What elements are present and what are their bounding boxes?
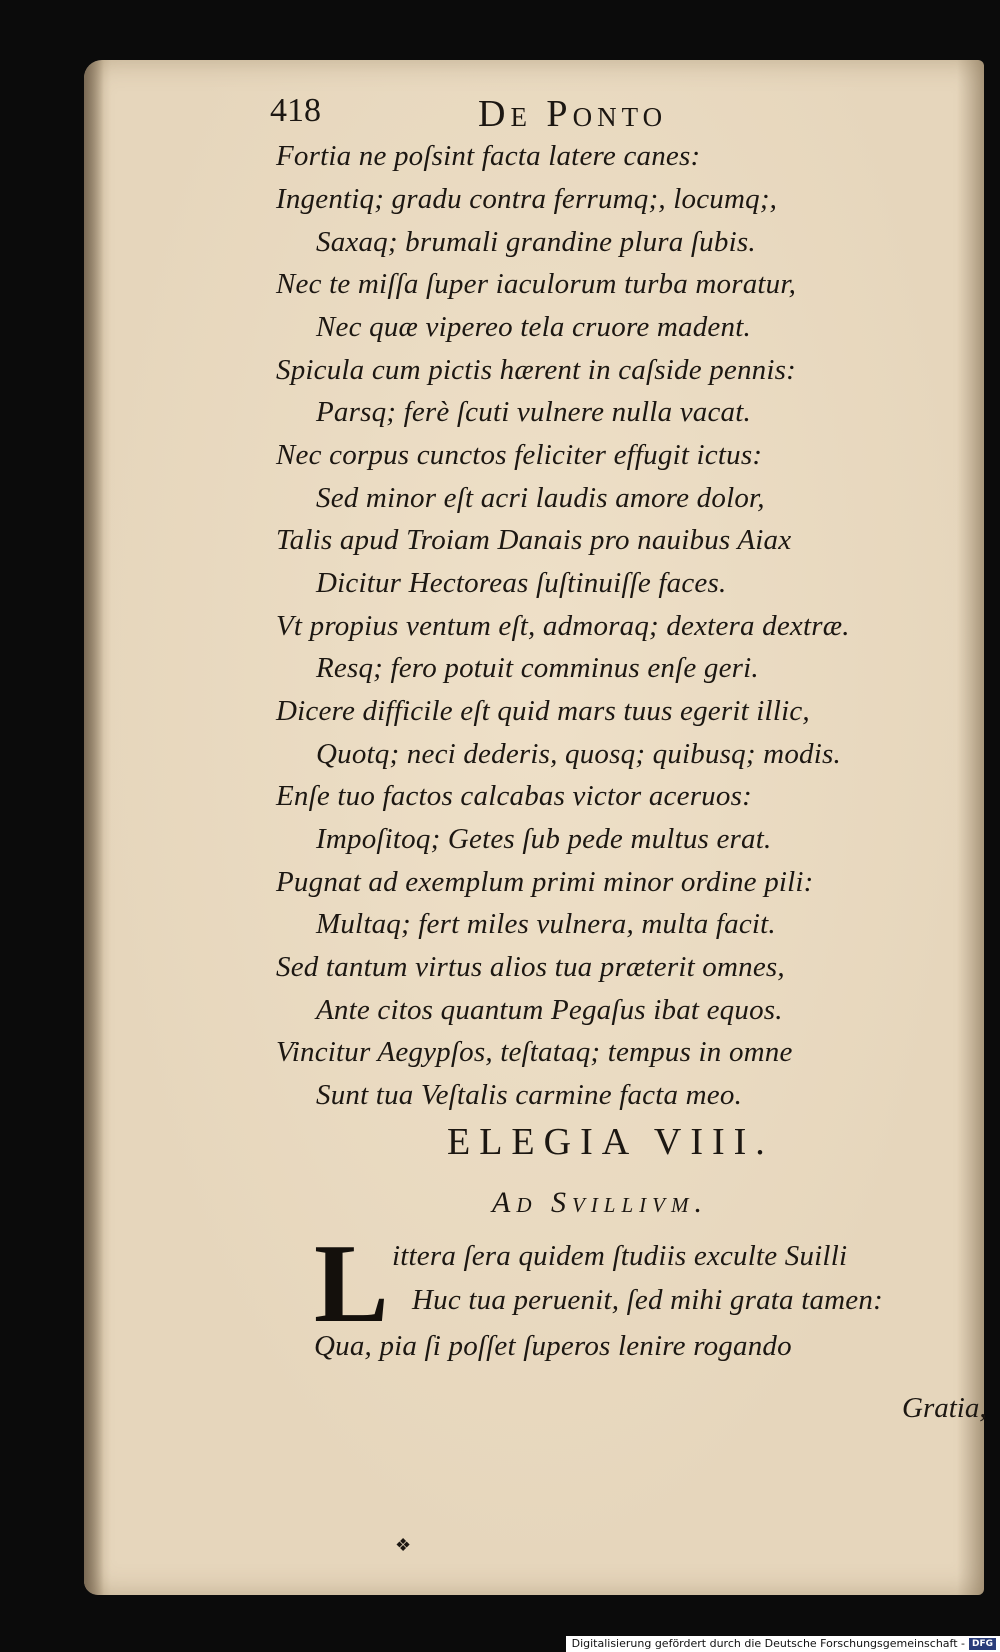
verse-line: Vincitur Aegypſos, teſtataq; tempus in omne [276, 1036, 793, 1068]
verse-line: Dicitur Hectoreas ſuſtinuiſſe faces. [316, 567, 727, 599]
elegy-title: ELEGIA VIII. [447, 1121, 774, 1163]
ornament-icon: ❖ [395, 1535, 412, 1555]
verse-line: Saxaq; brumali grandine plura ſubis. [316, 226, 756, 258]
verse-line: Pugnat ad exemplum primi minor ordine pili: [276, 866, 814, 898]
verse-line: Vt propius ventum eſt, admoraq; dextera dextræ. [276, 610, 850, 642]
elegy-dedication: Ad Svillivm. [492, 1186, 708, 1219]
dfg-logo: DFG [969, 1638, 996, 1650]
verse-line: Sed minor eſt acri laudis amore dolor, [316, 482, 765, 514]
digitization-credit [566, 1636, 1000, 1652]
verse-line: Parsq; ferè ſcuti vulnere nulla vacat. [316, 396, 751, 428]
page-number: 418 [270, 92, 321, 129]
verse-line: Nec corpus cunctos feliciter effugit ictus: [276, 439, 763, 471]
page-header [0, 92, 1000, 142]
verse-line: Talis apud Troiam Danais pro nauibus Aiax [276, 524, 792, 556]
page-shadow-edge [84, 60, 104, 1595]
verse-line: Ante citos quantum Pegaſus ibat equos. [316, 994, 783, 1026]
verse-line: Nec quæ vipereo tela cruore madent. [316, 311, 751, 343]
verse-line: ittera ſera quidem ſtudiis exculte Suilli [392, 1240, 848, 1272]
verse-line: Huc tua peruenit, ſed mihi grata tamen: [412, 1284, 883, 1316]
verse-line: Enſe tuo factos calcabas victor aceruos: [276, 780, 752, 812]
verse-line: Multaq; fert miles vulnera, multa facit. [316, 908, 776, 940]
verse-line: Quotq; neci dederis, quosq; quibusq; modis. [316, 738, 841, 770]
catchword: Gratia, [902, 1392, 987, 1424]
verse-line: Spicula cum pictis hærent in caſside pennis: [276, 354, 796, 386]
verse-line: Dicere difficile eſt quid mars tuus egerit illic, [276, 695, 810, 727]
running-title: De Ponto [478, 93, 668, 135]
verse-line: Resq; fero potuit comminus enſe geri. [316, 652, 759, 684]
verse-line: Sunt tua Veſtalis carmine facta meo. [316, 1079, 743, 1111]
verse-line: Ingentiq; gradu contra ferrumq;, locumq;, [276, 183, 778, 215]
verse-line: Fortia ne poſsint facta latere canes: [276, 140, 701, 172]
verse-line: Sed tantum virtus alios tua præterit omnes, [276, 951, 785, 983]
verse-line: Impoſitoq; Getes ſub pede multus erat. [316, 823, 772, 855]
verse-line: Qua, pia ſi poſſet ſuperos lenire rogando [314, 1330, 792, 1362]
credit-text: Digitalisierung gefördert durch die Deutsche Forschungsgemeinschaft - [571, 1637, 965, 1650]
verse-line: Nec te miſſa ſuper iaculorum turba moratur, [276, 268, 797, 300]
drop-capital: L [314, 1222, 389, 1346]
